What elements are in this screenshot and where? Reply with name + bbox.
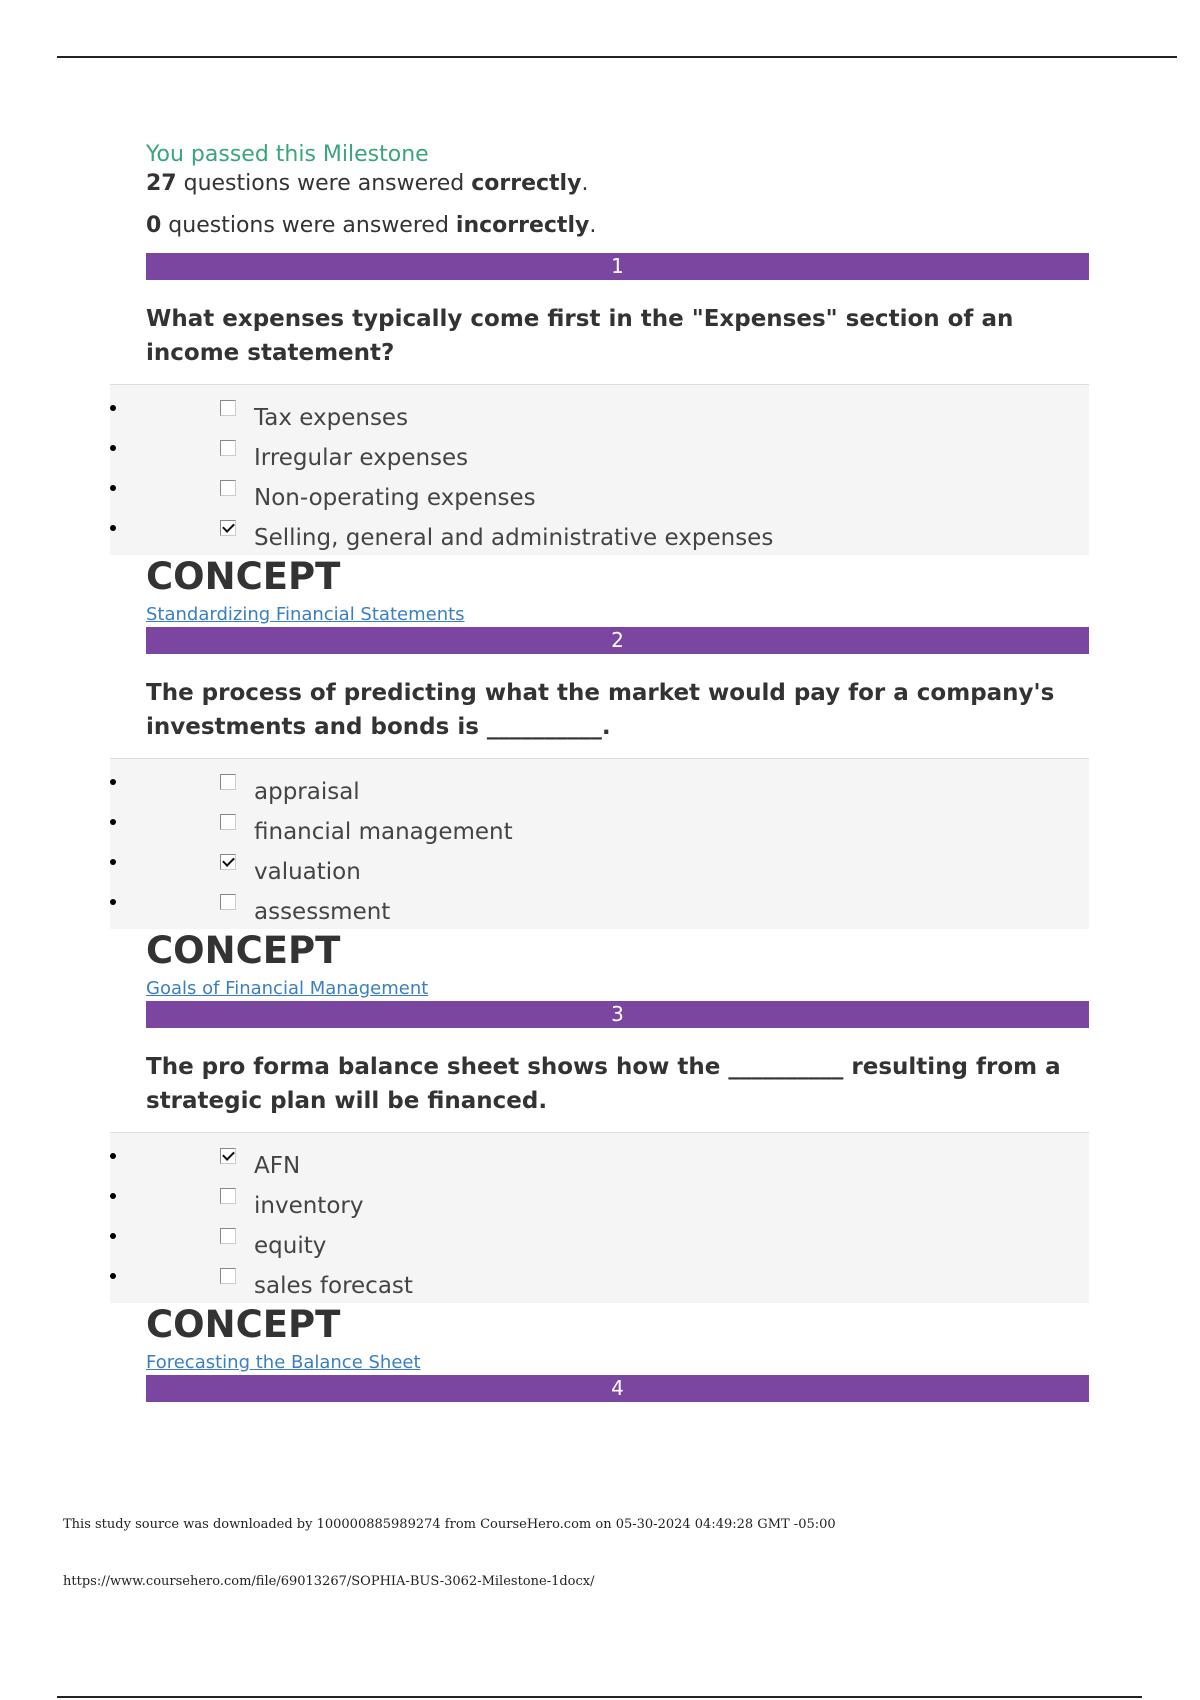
checkbox-icon[interactable] xyxy=(220,814,236,830)
correct-text: questions were answered xyxy=(176,171,472,196)
bottom-divider xyxy=(57,1696,1142,1698)
concept-heading: CONCEPT xyxy=(146,1303,341,1346)
concept-link[interactable]: Standardizing Financial Statements xyxy=(146,604,465,625)
answer-option[interactable] xyxy=(110,809,1089,849)
question-text: The process of predicting what the market would pay for a company's investments and bonds is __________. xyxy=(146,680,1055,740)
answer-option[interactable] xyxy=(110,1183,1089,1223)
checkbox-icon[interactable] xyxy=(220,1148,236,1164)
answer-option[interactable] xyxy=(110,475,1089,515)
option-label: • Tax expenses xyxy=(254,405,409,431)
answer-option[interactable] xyxy=(110,1223,1089,1263)
answer-option[interactable] xyxy=(110,769,1089,809)
checkbox-icon[interactable] xyxy=(220,400,236,416)
answer-options xyxy=(110,384,1089,555)
question-2 xyxy=(146,627,1089,1001)
answer-option[interactable] xyxy=(110,1263,1089,1303)
download-note: This study source was downloaded by 100000885989274 from CourseHero.com on 05-30-2024 04:49:28 GMT -05:00 xyxy=(63,1517,836,1532)
option-label: • Non-operating expenses xyxy=(254,485,536,511)
answer-option[interactable] xyxy=(110,1143,1089,1183)
option-label: • Selling, general and administrative expenses xyxy=(254,525,774,551)
checkbox-icon[interactable] xyxy=(220,1228,236,1244)
concept-heading: CONCEPT xyxy=(146,929,341,972)
concept-link[interactable]: Goals of Financial Management xyxy=(146,978,429,999)
pass-status: You passed this Milestone xyxy=(146,142,429,167)
question-number-bar: 4 xyxy=(146,1375,1089,1402)
question-number-bar: 1 xyxy=(146,253,1089,280)
incorrect-count: 0 xyxy=(146,213,162,238)
correct-word: correctly xyxy=(471,171,582,196)
checkbox-icon[interactable] xyxy=(220,520,236,536)
checkbox-icon[interactable] xyxy=(220,1268,236,1284)
correct-count: 27 xyxy=(146,171,177,196)
answer-option[interactable] xyxy=(110,515,1089,555)
period: . xyxy=(589,213,597,238)
option-label: • appraisal xyxy=(254,779,360,805)
answer-option[interactable] xyxy=(110,435,1089,475)
checkbox-icon[interactable] xyxy=(220,854,236,870)
answer-option[interactable] xyxy=(110,395,1089,435)
period: . xyxy=(581,171,589,196)
top-divider xyxy=(57,56,1177,58)
option-label: • Irregular expenses xyxy=(254,445,469,471)
option-label: • financial management xyxy=(254,819,513,845)
answer-option[interactable] xyxy=(110,849,1089,889)
checkbox-icon[interactable] xyxy=(220,894,236,910)
option-label: • assessment xyxy=(254,899,391,925)
checkbox-icon[interactable] xyxy=(220,1188,236,1204)
question-number-bar: 2 xyxy=(146,627,1089,654)
option-label: • equity xyxy=(254,1233,327,1259)
concept-heading: CONCEPT xyxy=(146,555,341,598)
source-url: https://www.coursehero.com/file/69013267/SOPHIA-BUS-3062-Milestone-1docx/ xyxy=(63,1574,595,1589)
option-label: • valuation xyxy=(254,859,361,885)
question-text: The pro forma balance sheet shows how the __________ resulting from a strategic plan will be financed. xyxy=(146,1054,1061,1114)
checkbox-icon[interactable] xyxy=(220,440,236,456)
checkbox-icon[interactable] xyxy=(220,480,236,496)
incorrect-summary xyxy=(146,211,1089,241)
question-1 xyxy=(146,253,1089,627)
correct-summary xyxy=(146,169,1089,199)
answer-option[interactable] xyxy=(110,889,1089,929)
milestone-results xyxy=(146,140,1089,1402)
option-label: • AFN xyxy=(254,1153,301,1179)
incorrect-text: questions were answered xyxy=(161,213,456,238)
answer-options xyxy=(110,758,1089,929)
question-3 xyxy=(146,1001,1089,1375)
concept-link[interactable]: Forecasting the Balance Sheet xyxy=(146,1352,421,1373)
incorrect-word: incorrectly xyxy=(455,213,590,238)
option-label: • sales forecast xyxy=(254,1273,413,1299)
question-number-bar: 3 xyxy=(146,1001,1089,1028)
answer-options xyxy=(110,1132,1089,1303)
checkbox-icon[interactable] xyxy=(220,774,236,790)
question-text: What expenses typically come first in the "Expenses" section of an income statement? xyxy=(146,306,1014,366)
option-label: • inventory xyxy=(254,1193,364,1219)
